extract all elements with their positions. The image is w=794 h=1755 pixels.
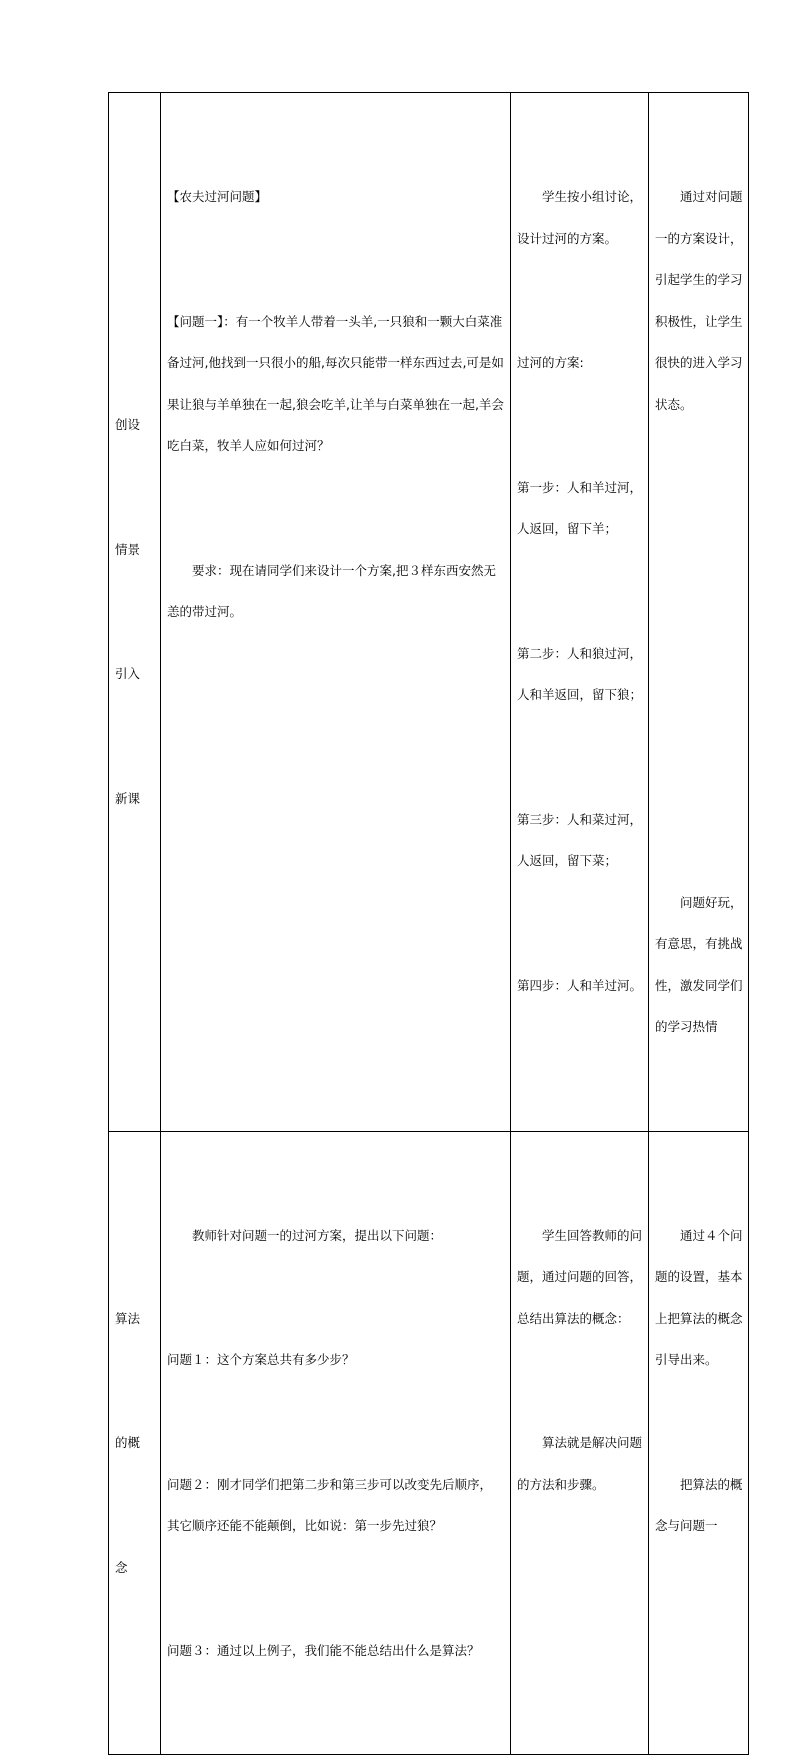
paragraph: 教师针对问题一的过河方案，提出以下问题： [192,1227,443,1243]
blank-line [655,633,743,675]
paragraph: 【农夫过河问题】 [167,189,268,204]
blank-line [655,508,743,550]
stage-cell [109,93,161,1132]
stage-line: 引入 [115,666,141,682]
paragraph: 【问题一】：有一个牧羊人带着一头羊,一只狼和一颗大白菜准备过河,他找到一只很小的船,每次只能带一样东西过去,可是如果让狼与羊单独在一起,狼会吃羊,让羊与白菜单独在一起,羊会吃白菜，牧羊人应如何过河？ [167,313,504,453]
teaching-content-cell [161,93,511,1132]
paragraph: 问题好玩，有意思，有挑战性，激发同学们的学习热情 [655,894,743,1034]
stage-label [109,321,160,902]
stage-cell [109,1131,161,1755]
lesson-plan-table [108,92,749,1755]
paragraph: 学生按小组讨论，设计过河的方案。 [517,189,643,246]
paragraph: 学生回答教师的问题，通过问题的回答，总结出算法的概念： [517,1227,643,1326]
student-activity-cell [511,1131,649,1755]
paragraph: 过河的方案: [517,355,584,370]
paragraph: 把算法的概念与问题一 [655,1476,743,1533]
paragraph: 通过４个问题的设置，基本上把算法的概念引导出来。 [655,1227,743,1367]
paragraph: 第一步：人和羊过河，人返回，留下羊； [517,479,643,536]
paragraph: 第四步：人和羊过河。 [517,977,643,993]
design-purpose-cell [649,1131,749,1755]
blank-line [655,757,743,799]
stage-line: 情景 [115,541,141,557]
paragraph: 第三步：人和菜过河，人返回，留下菜； [517,811,643,868]
paragraph: 算法就是解决问题的方法和步骤。 [517,1435,643,1492]
paragraph: 问题３：通过以上例子，我们能不能总结出什么是算法？ [167,1642,480,1658]
stage-line: 的概 [115,1435,141,1450]
paragraph: 问题１：这个方案总共有多少步？ [167,1352,355,1367]
paragraph: 第二步：人和狼过河，人和羊返回，留下狼； [517,645,643,702]
stage-line: 算法 [115,1310,141,1326]
table-row [109,93,749,1132]
paragraph: 通过对问题一的方案设计，引起学生的学习积极性，让学生很快的进入学习状态。 [655,189,743,412]
design-purpose-cell [649,93,749,1132]
stage-line: 念 [115,1559,128,1575]
stage-line: 创设 [115,417,141,433]
table-row [109,1131,749,1755]
student-activity-cell [511,93,649,1132]
stage-line: 新课 [115,790,141,806]
stage-label [109,1215,160,1672]
paragraph: 要求：现在请同学们来设计一个方案,把３样东西安然无恙的带过河。 [167,562,496,619]
paragraph: 问题２：刚才同学们把第二步和第三步可以改变先后顺序，其它顺序还能不能颠倒，比如说：第一步先过狼？ [167,1476,493,1533]
teaching-content-cell [161,1131,511,1755]
